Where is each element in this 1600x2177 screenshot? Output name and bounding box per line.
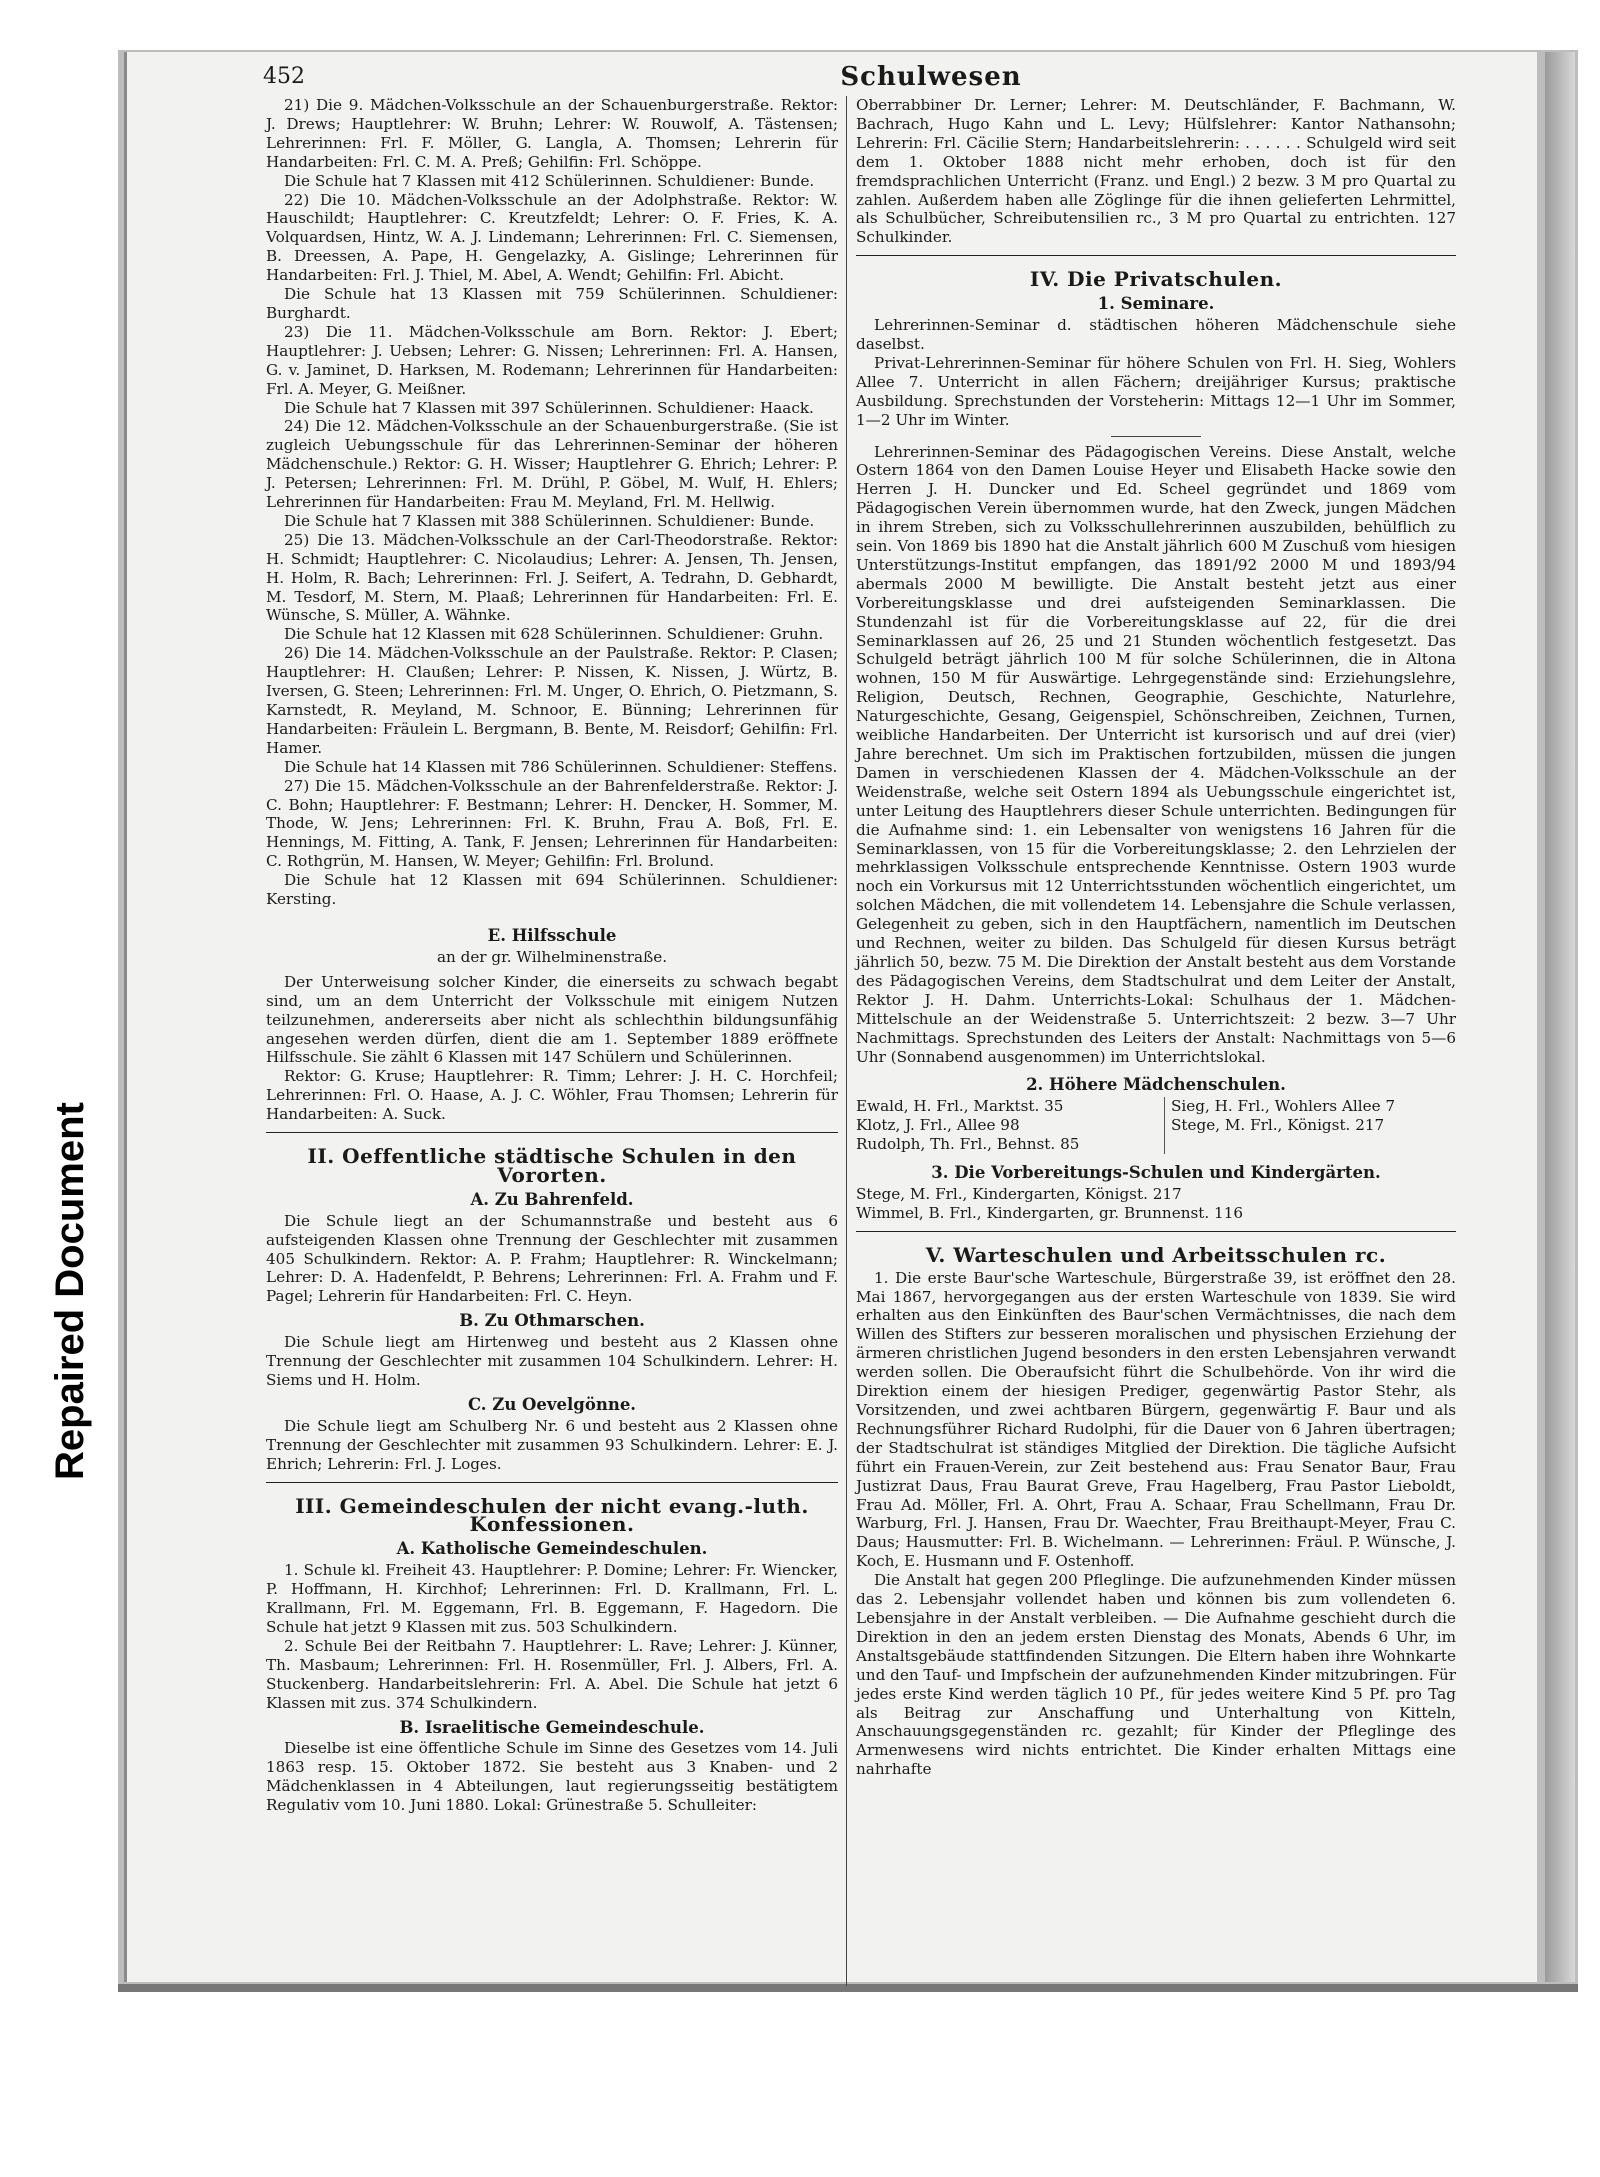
- paragraph: Rektor: G. Kruse; Hauptlehrer: R. Timm; Lehrer: J. H. C. Horchfeil; Lehrerinnen: Frl. O. Haase, A. J. C. Wöhler, Frau Thomsen; Lehrerin für Handarbeiten: A. Suck.: [266, 1067, 838, 1124]
- short-rule: [1111, 436, 1201, 437]
- paragraph: Die Schule hat 7 Klassen mit 388 Schülerinnen. Schuldiener: Bunde.: [284, 511, 815, 530]
- section-ii-heading: II. Oeffentliche städtische Schulen in den Vororten.: [307, 1144, 797, 1187]
- subsection-heading: C. Zu Oevelgönne.: [467, 1394, 637, 1414]
- list-item: Klotz, J. Frl., Allee 98: [856, 1116, 1020, 1135]
- subsection-heading: 3. Die Vorbereitungs-Schulen und Kindergärten.: [931, 1163, 1381, 1183]
- paragraph: 27) Die 15. Mädchen-Volksschule an der Bahrenfelderstraße. Rektor: J. C. Bohn; Hauptlehrer: F. Bestmann; Lehrer: H. Dencker, H. Sommer, M. Thode, W. Jens; Lehrerinnen: Frl. K. Bruhn, Frau A. Boß, Frl. E. Hennings, M. Fitting, A. Tank, F. Jensen; Lehrerinnen für Handarbeiten: C. Rothgrün, M. Hansen, W. Meyer; Gehilfin: Frl. Brolund.: [266, 776, 838, 871]
- paragraph: 24) Die 12. Mädchen-Volksschule an der Schauenburgerstraße. (Sie ist zugleich Uebungsschule für das Lehrerinnen-Seminar der höheren Mädchenschule.) Rektor: G. H. Wisser; Hauptlehrer G. Ehrich; Lehrer: P. J. Petersen; Lehrerinnen: Frl. M. Drühl, P. Göbel, M. Wulf, H. Ehlers; Lehrerinnen für Handarbeiten: Frau M. Meyland, Frl. M. Hellwig.: [266, 417, 838, 512]
- subsection-heading: A. Zu Bahrenfeld.: [470, 1189, 634, 1209]
- page-edge-shadow: [1545, 52, 1575, 1982]
- paragraph: Die Schule hat 7 Klassen mit 397 Schülerinnen. Schuldiener: Haack.: [284, 398, 814, 417]
- subsection-heading: 1. Seminare.: [1097, 294, 1215, 314]
- subsection-heading: B. Israelitische Gemeindeschule.: [399, 1717, 705, 1737]
- paragraph: Die Schule liegt am Schulberg Nr. 6 und besteht aus 2 Klassen ohne Trennung der Geschlechter mit zusammen 93 Schulkindern. Lehrer: E. J. Ehrich; Lehrerin: Frl. J. Loges.: [266, 1416, 838, 1473]
- list-item: Rudolph, Th. Frl., Behnst. 85: [856, 1135, 1080, 1154]
- paragraph: Der Unterweisung solcher Kinder, die einerseits zu schwach begabt sind, um an dem Unterricht der Volksschule mit einigem Nutzen teilzunehmen, andererseits aber nicht als schlechthin bildungsunfähig angesehen werden dürfen, dient die am 1. September 1889 eröffnete Hilfsschule. Sie zählt 6 Klassen mit 147 Schülern und Schülerinnen.: [266, 972, 838, 1067]
- paragraph: Die Schule liegt am Hirtenweg und besteht aus 2 Klassen ohne Trennung der Geschlechter mit zusammen 104 Schulkindern. Lehrer: H. Siems und H. Holm.: [266, 1333, 838, 1389]
- list-item: Stege, M. Frl., Königst. 217: [1171, 1116, 1385, 1135]
- hilfsschule-heading: E. Hilfsschule: [487, 925, 617, 945]
- paragraph: Die Schule hat 13 Klassen mit 759 Schülerinnen. Schuldiener: Burghardt.: [266, 285, 838, 322]
- section-iv-heading: IV. Die Privatschulen.: [1029, 267, 1283, 292]
- section-rule: [266, 1132, 838, 1133]
- paragraph: Privat-Lehrerinnen-Seminar für höhere Schulen von Frl. H. Sieg, Wohlers Allee 7. Unterricht in allen Fächern; dreijähriger Kursus; praktische Ausbildung. Sprechstunden der Vorsteherin: Mittags 12—1 Uhr im Sommer, 1—2 Uhr im Winter.: [856, 353, 1456, 429]
- paragraph: 2. Schule Bei der Reitbahn 7. Hauptlehrer: L. Rave; Lehrer: J. Künner, Th. Masbaum; Lehrerinnen: Frl. H. Rosenmüller, Frl. J. Albers, Frl. A. Stuckenberg. Handarbeitslehrerin: Frl. A. Abel. Die Schule hat jetzt 6 Klassen mit zus. 374 Schulkindern.: [266, 1636, 838, 1712]
- left-column: [266, 96, 838, 1815]
- list-item: Ewald, H. Frl., Marktst. 35: [856, 1097, 1064, 1116]
- running-head: Schulwesen: [840, 62, 1022, 92]
- paragraph: 23) Die 11. Mädchen-Volksschule am Born. Rektor: J. Ebert; Hauptlehrer: J. Uebsen; Lehrer: G. Nissen; Lehrerinnen: Frl. A. Hansen, G. v. Jaminet, D. Harksen, M. Rodemann; Lehrerinnen für Handarbeiten: Frl. A. Meyer, G. Meißner.: [266, 322, 838, 398]
- section-v-heading: V. Warteschulen und Arbeitsschulen rc.: [925, 1242, 1387, 1267]
- hilfsschule-subheading: an der gr. Wilhelminenstraße.: [436, 947, 668, 966]
- column-divider: [846, 96, 847, 1986]
- list-item: Stege, M. Frl., Kindergarten, Königst. 217: [856, 1184, 1182, 1203]
- section-rule: [266, 1482, 838, 1483]
- list-item: Wimmel, B. Frl., Kindergarten, gr. Brunnenst. 116: [856, 1203, 1244, 1222]
- section-rule: [856, 255, 1456, 256]
- subsection-heading: B. Zu Othmarschen.: [459, 1311, 645, 1331]
- side-watermark-label: Repaired Document: [48, 1102, 92, 1480]
- paragraph: Lehrerinnen-Seminar des Pädagogischen Vereins. Diese Anstalt, welche Ostern 1864 von den Damen Louise Heyer und Elisabeth Hacke sowie den Herren J. H. Duncker und Ed. Scheel gegründet und 1869 vom Pädagogischen Verein übernommen wurde, hat den Zweck, jungen Mädchen in ihrem Streben, sich zu Volksschullehrerinnen auszubilden, behülflich zu sein. Von 1869 bis 1890 hat die Anstalt jährlich 600 M Zuschuß vom hiesigen Unterstützungs-Institut empfangen, das 1891/92 2000 M und 1893/94 abermals 2000 M bewilligte. Die Anstalt besteht jetzt aus einer Vorbereitungsklasse und drei aufsteigenden Seminarklassen. Die Stundenzahl ist für die Vorbereitungsklasse auf 22, für die drei Seminarklassen auf 26, 25 und 21 Stunden wöchentlich festgesetzt. Das Schulgeld beträgt jährlich 100 M für solche Schülerinnen, die in Altona wohnen, 150 M für Auswärtige. Lehrgegenstände sind: Erziehungslehre, Religion, Deutsch, Rechnen, Geographie, Geschichte, Naturlehre, Naturgeschichte, Gesang, Geigenspiel, Schönschreiben, Zeichnen, Turnen, weibliche Handarbeiten. Der Unterricht ist kursorisch und auf drei (vier) Jahre berechnet. Um sich im Praktischen fortzubilden, müssen die jungen Damen in verschiedenen Klassen der 4. Mädchen-Volksschule an der Weidenstraße, welche seit Ostern 1894 als Uebungsschule eingerichtet ist, unter Leitung des Hauptlehrers dieser Schule unterrichten. Bedingungen für die Aufnahme sind: 1. ein Lebensalter von wenigstens 16 Jahren für die Seminarklassen, von 15 für die Vorbereitungsklasse; 2. den Lehrzielen der mehrklassigen Volksschule entsprechende Kenntnisse. Ostern 1903 wurde noch ein Vorkursus mit 12 Unterrichtsstunden wöchentlich eingerichtet, um solchen Mädchen, die mit vollendetem 14. Lebensjahre die Schule verlassen, Gelegenheit zu geben, sich in den Hauptfächern, namentlich im Deutschen und Rechnen, weiter zu bilden. Das Schulgeld für diesen Kursus beträgt jährlich 50, bezw. 75 M. Die Direktion der Anstalt besteht aus dem Vorstande des Pädagogischen Vereins, dem Stadtschulrat und dem Leiter der Anstalt, Rektor J. H. Dahm. Unterrichts-Lokal: Schulhaus der 1. Mädchen-Mittelschule an der Weidenstraße 5. Unterrichtszeit: 2 bezw. 3—7 Uhr Nachmittags. Sprechstunden des Leiters der Anstalt: Nachmittags von 5—6 Uhr (Sonnabend ausgenommen) im Unterrichtslokal.: [856, 442, 1456, 1066]
- paragraph: Die Anstalt hat gegen 200 Pfleglinge. Die aufzunehmenden Kinder müssen das 2. Lebensjahr vollendet haben und können bis zum vollendeten 6. Lebensjahre in der Anstalt verbleiben. — Die Aufnahme geschieht durch die Direktion in den an jedem ersten Dienstag des Monats, Abends 6 Uhr, im Anstaltsgebäude stattfindenden Sitzungen. Die Eltern haben ihre Wohnkarte und den Tauf- und Impfschein der aufzunehmenden Kinder mitzubringen. Für jedes erste Kind werden täglich 10 Pf., für jedes weitere Kind 5 Pf. pro Tag als Beitrag zur Anschaffung und Unterhaltung von Kitteln, Anschauungsgegenständen rc. gezahlt; für Kinder der Pfleglinge des Armenwesens wird nichts entrichtet. Die Kinder erhalten Mittags eine nahrhafte: [856, 1571, 1457, 1779]
- paragraph: Dieselbe ist eine öffentliche Schule im Sinne des Gesetzes vom 14. Juli 1863 resp. 15. Oktober 1872. Sie besteht aus 3 Knaben- und 2 Mädchenklassen in 4 Abteilungen, laut regierungsseitig bestätigtem Regulativ vom 10. Juni 1880. Lokal: Grünestraße 5. Schulleiter:: [266, 1739, 838, 1815]
- paragraph: Die Schule hat 12 Klassen mit 694 Schülerinnen. Schuldiener: Kersting.: [266, 871, 838, 909]
- section-rule: [856, 1231, 1456, 1232]
- section-iii-heading: III. Gemeindeschulen der nicht evang.-luth. Konfessionen.: [295, 1493, 809, 1537]
- paragraph: Lehrerinnen-Seminar d. städtischen höheren Mädchenschule siehe daselbst.: [856, 316, 1456, 353]
- paragraph: Die Schule hat 14 Klassen mit 786 Schülerinnen. Schuldiener: Steffens.: [284, 757, 838, 776]
- list-item: Sieg, H. Frl., Wohlers Allee 7: [1171, 1097, 1396, 1116]
- paragraph: 1. Die erste Baur'sche Warteschule, Bürgerstraße 39, ist eröffnet den 28. Mai 1867, hervorgegangen aus der ersten Warteschule von 1839. Sie wird erhalten aus den Einkünften des Baur'schen Vermächtnisses, die nach dem Willen des Stifters zur besseren moralischen und physischen Erziehung der ärmeren christlichen Jugend besonders in den ersten Lebensjahren verwandt werden sollen. Die Oberaufsicht führt die Schulbehörde. Von ihr wird die Direktion einem der hiesigen Prediger, gegenwärtig Pastor Stehr, als Vorsitzenden, und zwei achtbaren Bürgern, gegenwärtig F. Baur und als Rechnungsführer Richard Rudolphi, für die Dauer von 6 Jahren übertragen; der Stadtschulrat ist ständiges Mitglied der Direktion. Die tägliche Aufsicht führt ein Frauen-Verein, zur Zeit bestehend aus: Frau Senator Baur, Frau Justizrat Daus, Frau Baurat Greve, Frau Hagelberg, Frau Pastor Lieboldt, Frau Ad. Möller, Frl. A. Ohrt, Frau A. Schaar, Frau Schellmann, Frau Dr. Warburg, Frl. J. Hansen, Frau Dr. Waechter, Frau Breithaupt-Meyer, Frau C. Daus; Hausmutter: Frl. B. Wichelmann. — Lehrerinnen: Fräul. P. Wünsche, J. Koch, E. Husmann und F. Ostenhoff.: [856, 1268, 1456, 1571]
- paragraph: 21) Die 9. Mädchen-Volksschule an der Schauenburgerstraße. Rektor: J. Drews; Hauptlehrer: W. Bruhn; Lehrer: W. Rouwolf, A. Tästensen; Lehrerinnen: Frl. F. Möller, G. Langla, A. Thomsen; Lehrerin für Handarbeiten: Frl. C. M. A. Preß; Gehilfin: Frl. Schöppe.: [266, 96, 838, 171]
- scan-bottom-edge: [118, 1984, 1578, 1992]
- paragraph: 26) Die 14. Mädchen-Volksschule an der Paulstraße. Rektor: P. Clasen; Hauptlehrer: H. Claußen; Lehrer: P. Nissen, K. Nissen, J. Würtz, B. Iversen, G. Steen; Lehrerinnen: Frl. M. Unger, O. Ehrich, O. Pietzmann, S. Karnstedt, R. Meyland, M. Schnoor, E. Bünning; Lehrerinnen für Handarbeiten: Fräulein L. Bergmann, B. Bente, M. Reisdorf; Gehilfin: Frl. Hamer.: [266, 644, 838, 757]
- page-number: 452: [263, 64, 305, 89]
- left-margin-band: [0, 0, 118, 2177]
- paragraph: Die Schule hat 7 Klassen mit 412 Schülerinnen. Schuldiener: Bunde.: [284, 171, 815, 190]
- subsection-heading: 2. Höhere Mädchenschulen.: [1026, 1075, 1286, 1095]
- paragraph: 22) Die 10. Mädchen-Volksschule an der Adolphstraße. Rektor: W. Hauschildt; Hauptlehrer: C. Kreutzfeldt; Lehrer: O. F. Fries, K. A. Volquardsen, Hintz, W. A. J. Lindemann; Lehrerinnen: Frl. C. Siemensen, B. Dreessen, A. Pape, H. Gengelazky, A. Gislinge; Lehrerinnen für Handarbeiten: Frl. J. Thiel, M. Abel, A. Wendt; Gehilfin: Frl. Abicht.: [266, 190, 838, 285]
- paragraph: Oberrabbiner Dr. Lerner; Lehrer: M. Deutschländer, F. Bachmann, W. Bachrach, Hugo Kahn und L. Levy; Hülfslehrer: Kantor Nathansohn; Lehrerin: Frl. Cäcilie Stern; Handarbeitslehrerin: . . . . . . Schulgeld wird seit dem 1. Oktober 1888 nicht mehr erhoben, doch ist für den fremdsprachlichen Unterricht (Franz. und Engl.) 2 bezw. 3 M pro Quartal zu zahlen. Außerdem haben alle Zöglinge für die ihnen gelieferten Lehrmittel, als Schulbücher, Schreibutensilien rc., 3 M pro Quartal zu entrichten. 127 Schulkinder.: [856, 96, 1456, 247]
- paragraph: Die Schule liegt an der Schumannstraße und besteht aus 6 aufsteigenden Klassen ohne Trennung der Geschlechter mit zusammen 405 Schulkindern. Rektor: A. P. Frahm; Hauptlehrer: R. Winckelmann; Lehrer: D. A. Hadenfeldt, P. Behrens; Lehrerinnen: Frl. A. Frahm und F. Pagel; Lehrerin für Handarbeiten: Frl. C. Heyn.: [266, 1211, 838, 1306]
- subsection-heading: A. Katholische Gemeindeschulen.: [396, 1539, 708, 1559]
- paragraph: Die Schule hat 12 Klassen mit 628 Schülerinnen. Schuldiener: Gruhn.: [284, 625, 824, 644]
- school-list: [856, 1097, 1456, 1154]
- right-column: [856, 96, 1456, 1779]
- document-page: [124, 52, 1537, 1982]
- paragraph: 1. Schule kl. Freiheit 43. Hauptlehrer: P. Domine; Lehrer: Fr. Wiencker, P. Hoffmann, H. Kirchhof; Lehrerinnen: Frl. D. Krallmann, Frl. L. Krallmann, Frl. M. Eggemann, Frl. B. Eggemann, F. Hagedorn. Die Schule hat jetzt 9 Klassen mit zus. 503 Schulkindern.: [266, 1561, 838, 1636]
- paragraph: 25) Die 13. Mädchen-Volksschule an der Carl-Theodorstraße. Rektor: H. Schmidt; Hauptlehrer: C. Nicolaudius; Lehrer: A. Jensen, Th. Jensen, H. Holm, R. Bach; Lehrerinnen: Frl. J. Seifert, A. Tedrahn, D. Gebhardt, M. Tesdorf, M. Stern, M. Plaaß; Lehrerinnen für Handarbeiten: Frl. E. Wünsche, S. Müller, A. Wähnke.: [266, 530, 838, 625]
